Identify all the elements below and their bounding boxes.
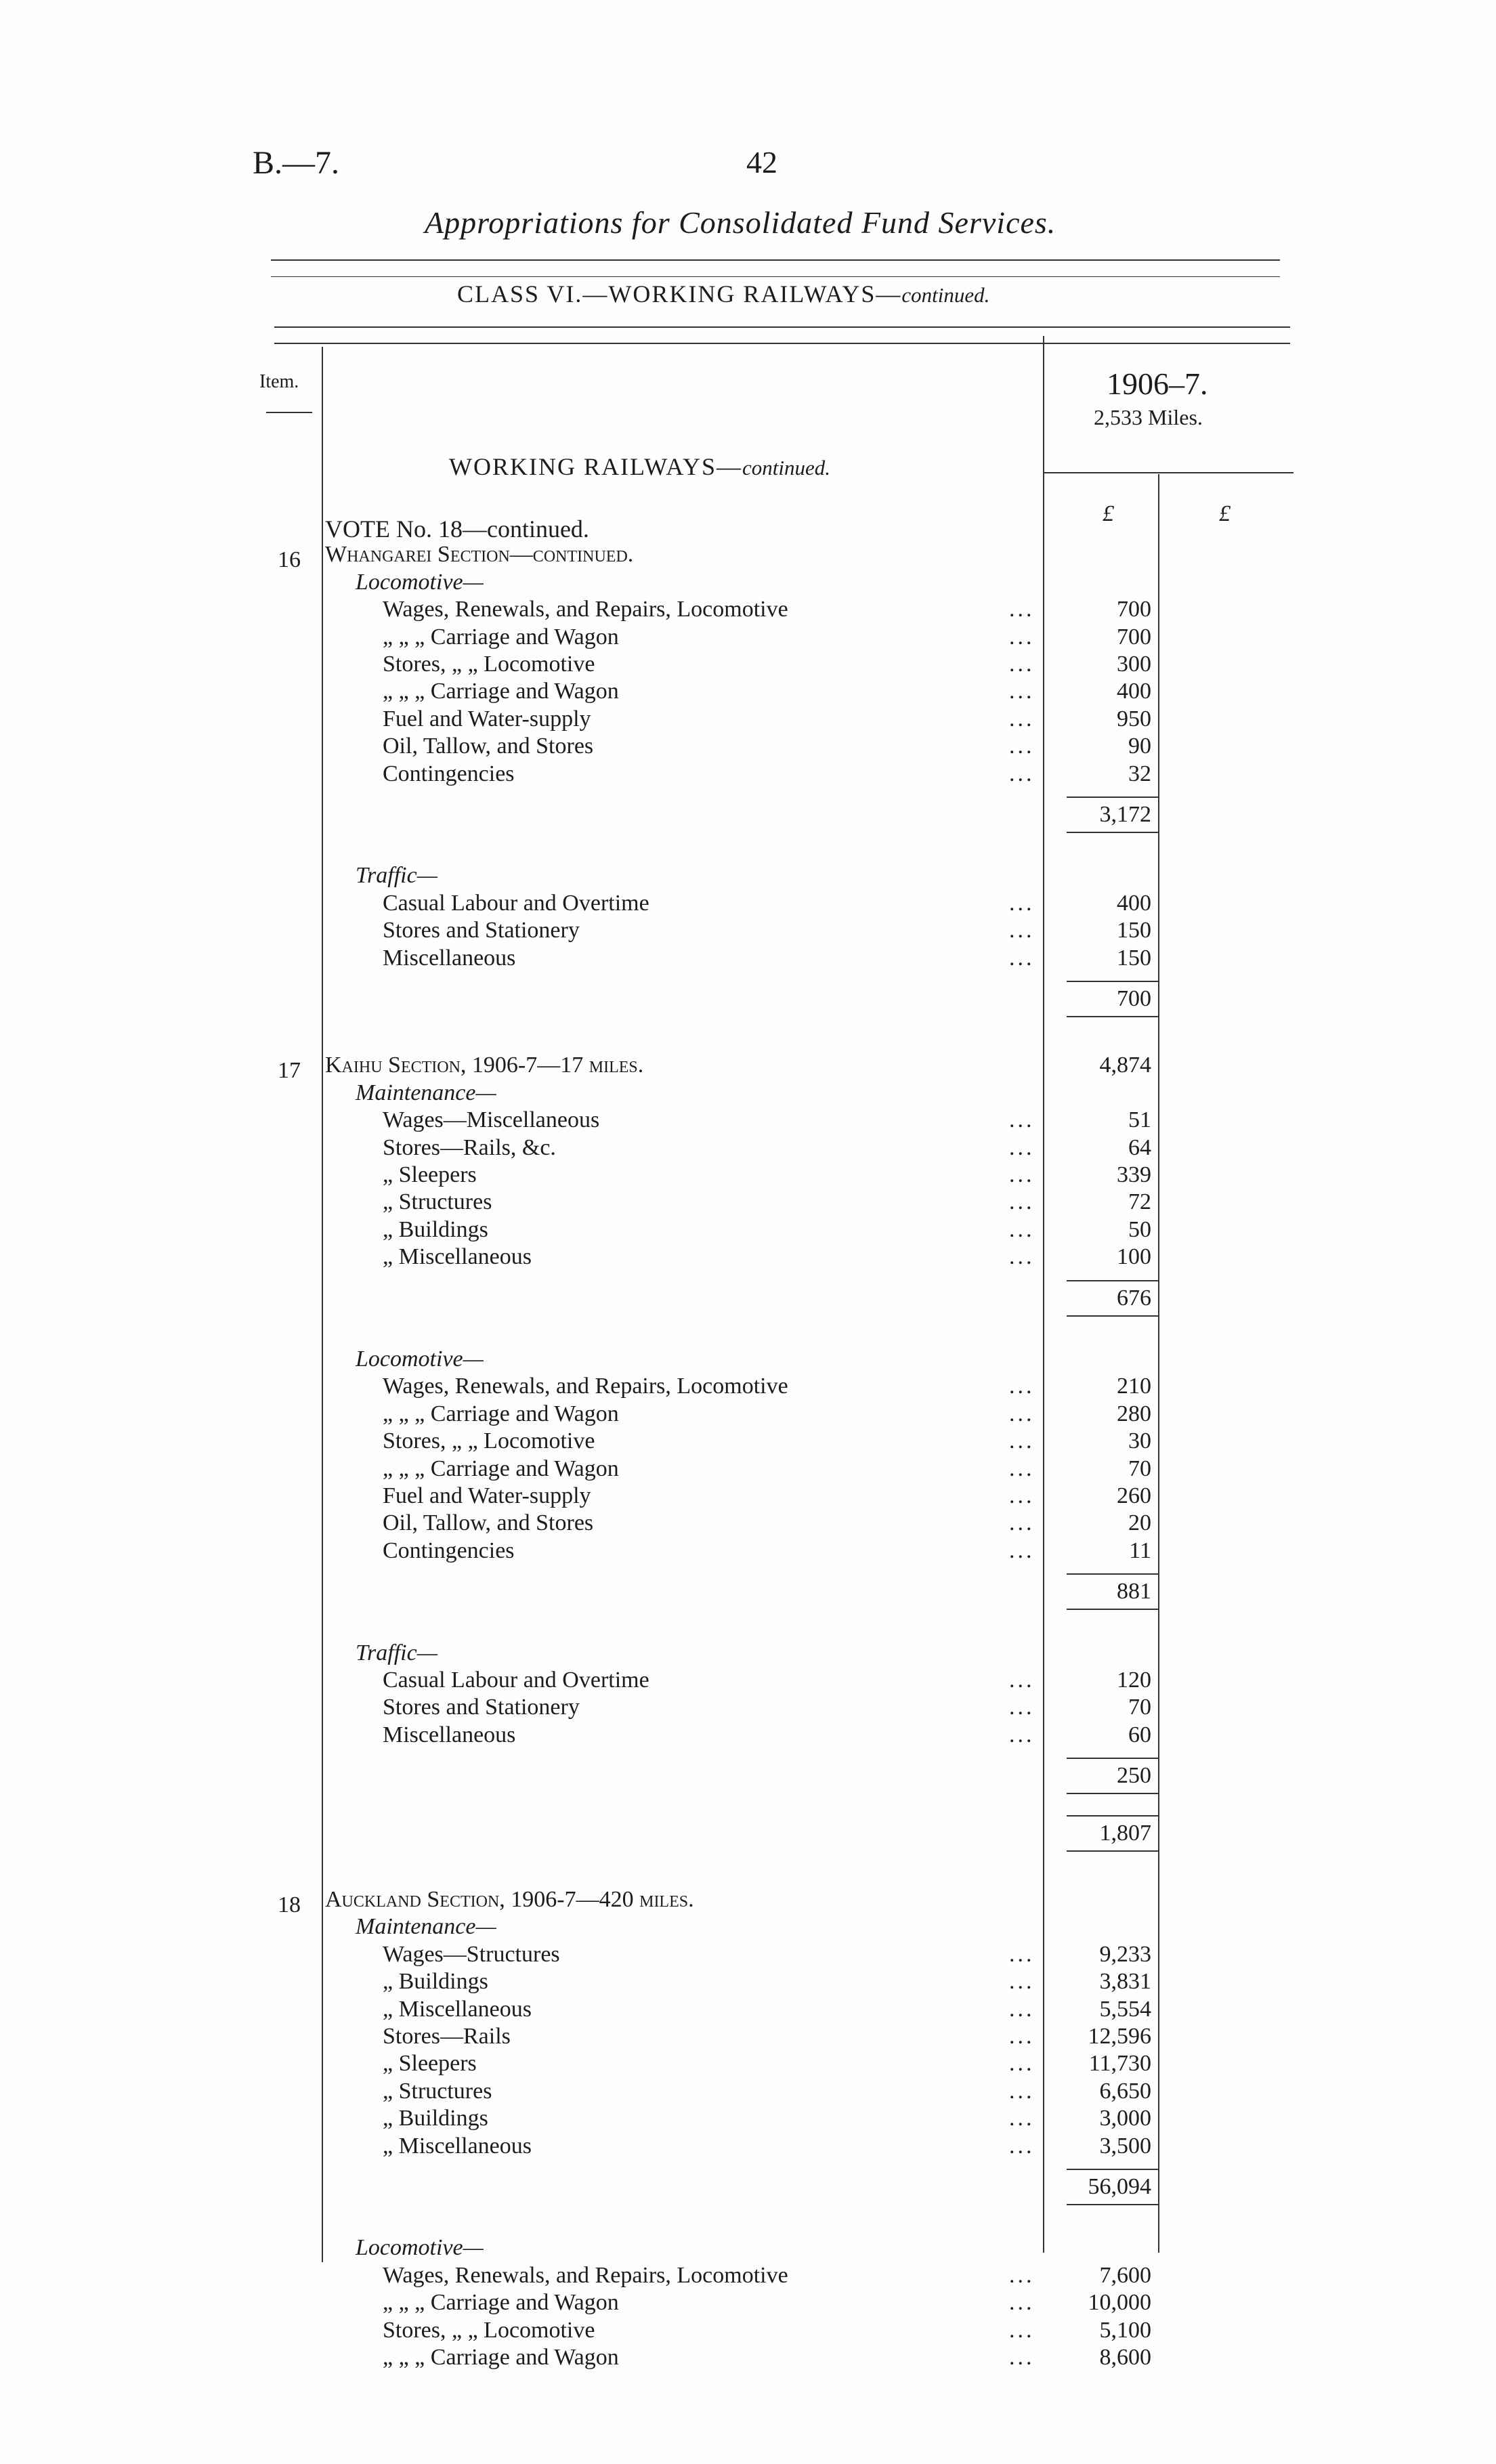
line-description: „ „ „ Carriage and Wagon [383,679,619,704]
leader-dots: ... [1009,1216,1035,1242]
leader-dots: ... [1009,1401,1035,1426]
leader-dots: ... [1009,761,1035,786]
line-description: „ Structures [383,1189,492,1215]
table-row [0,1763,1496,1790]
amount: 6,650 [1099,2078,1151,2104]
table-row [0,706,1496,734]
table-row [0,1456,1496,1483]
subtotal-rule [1067,1573,1158,1575]
leader-dots: ... [1009,2317,1035,2343]
subtotal-rule [1067,1016,1158,1017]
table-row [0,2174,1496,2201]
amount: 339 [1117,1162,1151,1187]
title-rule [271,259,1280,261]
leader-dots: ... [1009,1537,1035,1563]
leader-dots: ... [1009,2290,1035,2316]
table-row [0,1217,1496,1244]
amount: 32 [1128,761,1151,786]
subheading: Maintenance— [356,1914,496,1940]
page-title: Appropriations for Consolidated Fund Services. [425,205,1056,240]
amount: 150 [1117,918,1151,943]
leader-dots: ... [1009,1969,1035,1995]
item-number: 16 [278,547,301,573]
amount: 150 [1117,945,1151,971]
line-description: „ Buildings [383,2106,488,2131]
table-row [0,1887,1496,1917]
leader-dots: ... [1009,1189,1035,1215]
subheading: Maintenance— [356,1080,496,1105]
table-row [0,2318,1496,2345]
amount: 950 [1117,706,1151,731]
line-description: „ Miscellaneous [383,1996,532,2022]
table-row [0,2024,1496,2051]
table-row [0,624,1496,652]
subtotal-rule [1067,2204,1158,2205]
table-row [0,1722,1496,1749]
section-heading: WORKING RAILWAYS—continued. [449,453,830,480]
table-row [0,652,1496,679]
table-row [0,1189,1496,1216]
leader-dots: ... [1009,706,1035,731]
line-description: „ Miscellaneous [383,2133,532,2159]
leader-dots: ... [1009,945,1035,971]
line-description: Wages—Miscellaneous [383,1107,600,1133]
line-description: Miscellaneous [383,945,516,971]
leader-dots: ... [1009,2051,1035,2077]
line-description: VOTE No. 18—continued. [325,515,589,543]
table-row [0,1668,1496,1695]
line-description: Fuel and Water-supply [383,1483,591,1508]
subtotal-rule [1067,1280,1158,1281]
table-row [0,679,1496,706]
table-row [0,1997,1496,2024]
amount: 90 [1128,734,1151,759]
amount: 70 [1128,1695,1151,1720]
table-row [0,986,1496,1013]
subtotal-amount: 676 [1117,1285,1151,1311]
leader-dots: ... [1009,1374,1035,1399]
table-row [0,1346,1496,1374]
table-row [0,1538,1496,1565]
subtotal-amount: 700 [1117,986,1151,1011]
subtotal-rule [1067,1315,1158,1317]
subtotal-amount: 3,172 [1099,802,1151,827]
amount: 9,233 [1099,1941,1151,1967]
item-number: 18 [278,1892,301,1917]
table-row [0,2106,1496,2133]
table-row [0,2263,1496,2290]
amount: 72 [1128,1189,1151,1215]
amount: 280 [1117,1401,1151,1426]
line-description: Wages, Renewals, and Repairs, Locomotive [383,2262,788,2288]
table-row [0,946,1496,973]
line-description: Stores, „ „ Locomotive [383,2317,595,2343]
table-row [0,1942,1496,1969]
line-description: „ Buildings [383,1216,488,1242]
line-description: Oil, Tallow, and Stores [383,734,594,759]
line-description: Stores, „ „ Locomotive [383,1428,595,1454]
line-description: „ Miscellaneous [383,1244,532,1270]
table-row [0,570,1496,597]
amount: 5,554 [1099,1996,1151,2022]
table-row [0,1286,1496,1313]
table-row [0,1162,1496,1189]
subtotal-amount: 881 [1117,1579,1151,1605]
amount: 260 [1117,1483,1151,1508]
leader-dots: ... [1009,1244,1035,1270]
year-header: 1906–7. [1107,366,1208,401]
subtotal-rule [1067,1758,1158,1759]
subtotal-amount: 1,807 [1099,1820,1151,1846]
amount: 100 [1117,1244,1151,1270]
subheading: Locomotive— [356,569,484,595]
leader-dots: ... [1009,918,1035,943]
leader-dots: ... [1009,1428,1035,1454]
subtotal-rule [1067,981,1158,982]
table-row [0,597,1496,624]
amount: 400 [1117,890,1151,916]
amount: 3,831 [1099,1969,1151,1995]
leader-dots: ... [1009,1668,1035,1693]
line-description: Wages, Renewals, and Repairs, Locomotive [383,1374,788,1399]
table-row [0,2133,1496,2161]
subheading: Locomotive— [356,1346,484,1372]
page-number: 42 [746,145,777,179]
class-rule [274,326,1290,328]
line-description: „ „ „ Carriage and Wagon [383,1456,619,1481]
amount: 7,600 [1099,2262,1151,2288]
line-description: „ „ „ Carriage and Wagon [383,2290,619,2316]
line-description: „ „ „ Carriage and Wagon [383,1401,619,1426]
amount: 8,600 [1099,2345,1151,2370]
line-description: „ „ „ Carriage and Wagon [383,2345,619,2370]
section-title: Whangarei Section—continued. [325,542,634,568]
item-column-header: Item. [259,371,299,392]
amount: 400 [1117,679,1151,704]
table-row [0,1374,1496,1401]
line-description: Casual Labour and Overtime [383,1668,649,1693]
subtotal-rule [1067,1609,1158,1610]
amount: 50 [1128,1216,1151,1242]
line-description: „ Sleepers [383,1162,477,1187]
leader-dots: ... [1009,734,1035,759]
line-description: Stores—Rails [383,2024,511,2049]
table-row [0,1244,1496,1271]
table-row [0,2235,1496,2262]
amount: 700 [1117,624,1151,650]
amount: 300 [1117,652,1151,677]
section-title: Kaihu Section, 1906-7—17 miles. [325,1053,644,1078]
line-description: Stores and Stationery [383,918,580,943]
leader-dots: ... [1009,2133,1035,2159]
line-description: Casual Labour and Overtime [383,890,649,916]
table-row [0,1579,1496,1606]
leader-dots: ... [1009,1483,1035,1508]
leader-dots: ... [1009,1162,1035,1187]
table-row [0,1969,1496,1996]
table-row [0,1510,1496,1537]
subtotal-rule [1067,832,1158,833]
line-description: Stores, „ „ Locomotive [383,652,595,677]
table-row [0,1107,1496,1134]
table-row [0,2290,1496,2317]
line-description: „ Structures [383,2078,492,2104]
subtotal-rule [1067,1793,1158,1794]
line-description: „ „ „ Carriage and Wagon [383,624,619,650]
leader-dots: ... [1009,1941,1035,1967]
leader-dots: ... [1009,1695,1035,1720]
leader-dots: ... [1009,1456,1035,1481]
table-row [0,802,1496,829]
amount: 210 [1117,1374,1151,1399]
leader-dots: ... [1009,2262,1035,2288]
table-row [0,761,1496,788]
amount: 700 [1117,597,1151,622]
leader-dots: ... [1009,624,1035,650]
table-row [0,515,1496,542]
section-title: Auckland Section, 1906-7—420 miles. [325,1887,694,1912]
subtotal-amount: 56,094 [1088,2174,1151,2199]
table-row [0,891,1496,918]
amount: 120 [1117,1668,1151,1693]
subheading: Locomotive— [356,2235,484,2261]
subtotal-rule [1067,2169,1158,2170]
table-row [0,1053,1496,1084]
table-row [0,2079,1496,2106]
item-number: 17 [278,1058,301,1084]
amount: 10,000 [1088,2290,1151,2316]
line-description: „ Buildings [383,1969,488,1995]
table-row [0,1483,1496,1510]
miles-header: 2,533 Miles. [1094,405,1203,429]
currency-header-b: £ [1219,501,1231,526]
leader-dots: ... [1009,2345,1035,2370]
document-reference: B.—7. [253,145,340,181]
leader-dots: ... [1009,1996,1035,2022]
amount: 11,730 [1088,2051,1151,2077]
table-row [0,542,1496,573]
table-row [0,2051,1496,2078]
subtotal-rule [1067,796,1158,798]
amount: 30 [1128,1428,1151,1454]
line-description: Contingencies [383,761,515,786]
line-description: „ Sleepers [383,2051,477,2077]
amount: 70 [1128,1456,1151,1481]
title-rule-2 [271,276,1280,277]
line-description: Oil, Tallow, and Stores [383,1510,594,1536]
table-row [0,863,1496,890]
leader-dots: ... [1009,890,1035,916]
class-title: CLASS VI.—WORKING RAILWAYS—continued. [457,280,990,307]
leader-dots: ... [1009,2024,1035,2049]
amount: 12,596 [1088,2024,1151,2049]
table-row [0,1914,1496,1941]
year-rule [1043,472,1294,473]
line-description: Stores and Stationery [383,1695,580,1720]
amount: 20 [1128,1510,1151,1536]
table-row [0,918,1496,945]
leader-dots: ... [1009,2078,1035,2104]
item-header-rule [266,412,312,413]
amount: 3,500 [1099,2133,1151,2159]
amount: 51 [1128,1107,1151,1133]
table-top-rule [274,343,1290,344]
line-description: Stores—Rails, &c. [383,1134,556,1160]
line-description: Wages—Structures [383,1941,560,1967]
currency-header-a: £ [1103,501,1114,526]
table-row [0,2345,1496,2372]
leader-dots: ... [1009,652,1035,677]
subtotal-rule [1067,1850,1158,1852]
leader-dots: ... [1009,679,1035,704]
leader-dots: ... [1009,2106,1035,2131]
table-row [0,1401,1496,1428]
table-row [0,1640,1496,1668]
table-row [0,1428,1496,1456]
line-description: Miscellaneous [383,1722,516,1747]
subtotal-amount: 250 [1117,1763,1151,1789]
line-description: Fuel and Water-supply [383,706,591,731]
amount: 3,000 [1099,2106,1151,2131]
amount: 4,874 [1099,1053,1151,1078]
amount: 64 [1128,1134,1151,1160]
amount: 5,100 [1099,2317,1151,2343]
subheading: Traffic— [356,863,437,889]
table-row [0,734,1496,761]
leader-dots: ... [1009,597,1035,622]
leader-dots: ... [1009,1722,1035,1747]
table-row [0,1821,1496,1848]
line-description: Wages, Renewals, and Repairs, Locomotive [383,597,788,622]
line-description: Contingencies [383,1537,515,1563]
amount: 60 [1128,1722,1151,1747]
subheading: Traffic— [356,1640,437,1665]
amount: 11 [1129,1537,1151,1563]
subtotal-rule [1067,1815,1158,1817]
leader-dots: ... [1009,1510,1035,1536]
table-row [0,1135,1496,1162]
table-row [0,1080,1496,1107]
table-row [0,1695,1496,1722]
leader-dots: ... [1009,1134,1035,1160]
leader-dots: ... [1009,1107,1035,1133]
